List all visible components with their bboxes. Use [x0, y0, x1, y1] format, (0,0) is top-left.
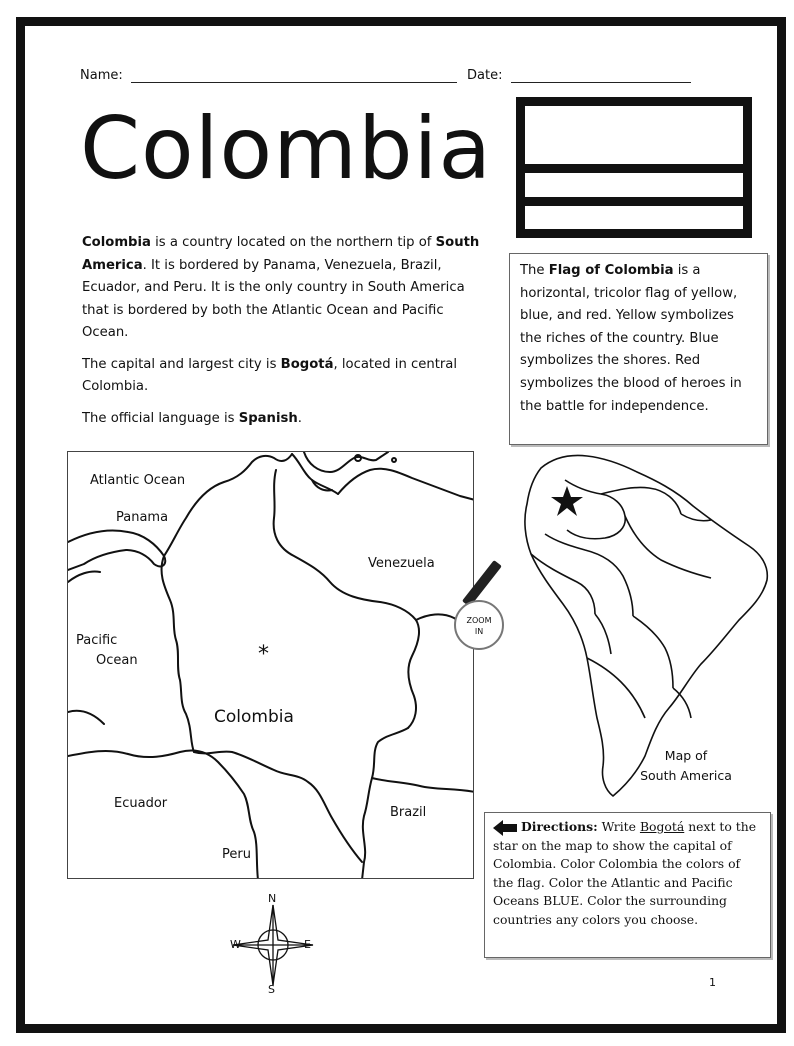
continent-bold: South America: [82, 235, 480, 273]
label-peru: Peru: [222, 847, 251, 862]
directions-capital-underlined: Bogotá: [639, 819, 685, 834]
capital-text-1: The capital and largest city is: [82, 356, 281, 372]
flag-stripe-blue: [525, 173, 743, 206]
flag-info-bold: Flag of Colombia: [548, 263, 674, 278]
capital-star-icon[interactable]: *: [258, 642, 269, 667]
directions-box: [484, 812, 771, 958]
date-line[interactable]: [511, 70, 691, 83]
compass-e: E: [304, 938, 311, 951]
date-label: Date:: [467, 68, 503, 83]
language-text-1: The official language is: [82, 410, 239, 426]
compass-w: W: [230, 938, 241, 951]
label-pacific-1: Pacific: [76, 633, 118, 648]
label-colombia: Colombia: [214, 707, 294, 727]
compass-s: S: [268, 983, 275, 996]
zoom-text: ZOOM: [466, 616, 492, 625]
flag-info-text-2: is a horizontal, tricolor flag of yellow, blue, and red. Yellow symbolizes the riches of the country. Blue symbolizes the shores. Red symbolizes the blood of heroes in the battle for independence.: [520, 263, 742, 414]
intro-text-2: . It is bordered by Panama, Venezuela, Brazil, Ecuador, and Peru. It is the only country in South America that is bordered by both the Atlantic Ocean and Pacific Ocean.: [82, 257, 465, 340]
label-pacific-2: Ocean: [96, 653, 138, 668]
intro-paragraph-3: [82, 408, 492, 431]
compass-n: N: [268, 892, 277, 905]
language-bold: Spanish: [238, 410, 298, 426]
intro-paragraph-1: [82, 232, 492, 345]
zoom-in-magnifier-icon: [454, 600, 504, 650]
name-label: Name:: [80, 68, 123, 83]
capital-bold: Bogotá: [280, 356, 334, 372]
intro-paragraph-2: [82, 354, 492, 399]
directions-text-2: next to the star on the map to show the capital of Colombia. Color Colombia the colors of the flag. Color the Atlantic and Pacific Oceans BLUE. Color the surrounding countries any colors you choose.: [493, 819, 757, 927]
label-atlantic-ocean: Atlantic Ocean: [90, 473, 186, 488]
language-text-2: .: [297, 410, 302, 426]
left-arrow-icon: [493, 820, 503, 836]
flag-outline[interactable]: [516, 97, 752, 238]
page-title: Colombia: [80, 99, 493, 199]
intro-text: [82, 232, 492, 439]
south-america-caption-line1: Map of: [664, 748, 708, 763]
label-venezuela: Venezuela: [368, 556, 435, 571]
flag-info-text-1: The: [520, 263, 549, 278]
flag-info-box: [509, 253, 768, 445]
page-number: 1: [709, 976, 716, 989]
directions-text-1: Write: [597, 819, 640, 834]
south-america-caption-line2: South America: [640, 768, 732, 783]
capital-text-2: , located in central Colombia.: [82, 356, 458, 394]
left-arrow-shaft-icon: [503, 824, 517, 832]
country-name-bold: Colombia: [82, 235, 151, 250]
label-brazil: Brazil: [390, 805, 427, 820]
zoom-in-text: IN: [474, 627, 484, 636]
colombia-map[interactable]: [67, 451, 474, 879]
name-date-header: [80, 68, 691, 83]
intro-text-1: is a country located on the northern tip of: [150, 235, 436, 250]
name-line[interactable]: [131, 70, 457, 83]
flag-stripe-yellow: [525, 106, 743, 173]
label-panama: Panama: [116, 510, 169, 525]
colombia-location-star-icon: [551, 486, 583, 516]
south-america-caption: [636, 746, 736, 786]
label-ecuador: Ecuador: [114, 796, 168, 811]
directions-heading: Directions:: [521, 819, 598, 834]
compass-rose: [228, 892, 318, 997]
